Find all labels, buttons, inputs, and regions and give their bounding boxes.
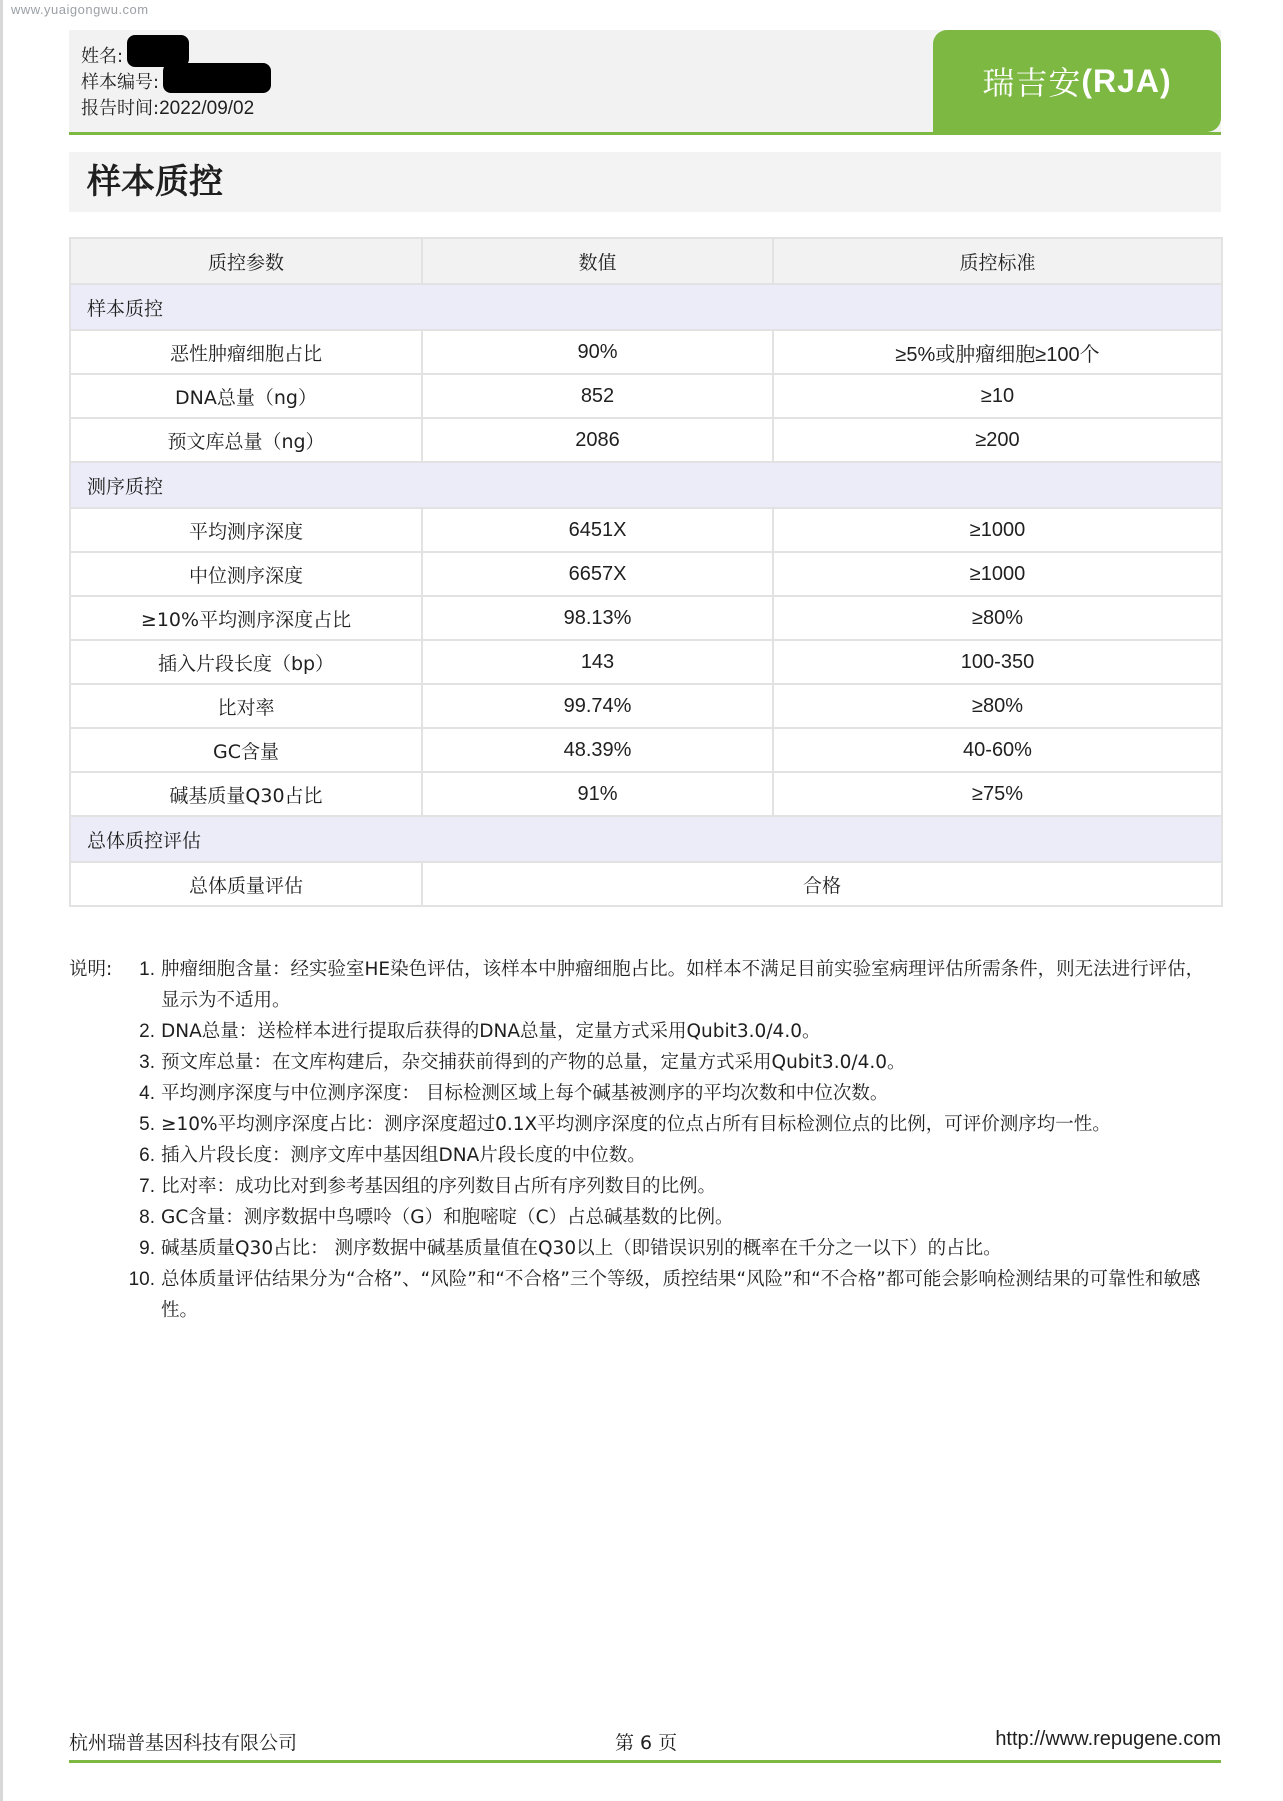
header-value: 数值 [422, 238, 773, 284]
page-footer [69, 1722, 1221, 1763]
param-cell: GC含量 [70, 728, 422, 772]
list-item: 1. 肿瘤细胞含量：经实验室HE染色评估，该样本中肿瘤细胞占比。如样本不满足目前实验室病理评估所需条件，则无法进行评估，显示为不适用。 [139, 959, 1205, 1011]
param-cell: 比对率 [70, 684, 422, 728]
list-item: 3. 预文库总量：在文库构建后，杂交捕获前得到的产物的总量，定量方式采用Qubit3.0/4.0。 [139, 1052, 906, 1073]
standard-cell: ≥200 [773, 418, 1222, 462]
standard-cell: 100-350 [773, 640, 1222, 684]
name-label: 姓名: [81, 46, 124, 67]
group-sequencing-qc: 测序质控 [70, 462, 1222, 508]
value-cell: 6451X [422, 508, 773, 552]
sample-id-label: 样本编号: [81, 72, 160, 93]
report-header [69, 30, 1221, 135]
value-cell: 6657X [422, 552, 773, 596]
standard-cell: ≥75% [773, 772, 1222, 816]
qc-table [69, 237, 1223, 907]
standard-cell: ≥1000 [773, 508, 1222, 552]
standard-cell: 40-60% [773, 728, 1222, 772]
param-cell: DNA总量（ng） [70, 374, 422, 418]
section-title: 样本质控 [69, 152, 1221, 212]
brand-logo [933, 30, 1221, 132]
param-cell: 中位测序深度 [70, 552, 422, 596]
table-row [70, 508, 1222, 552]
table-header-row [70, 238, 1222, 284]
group-overall-qc: 总体质控评估 [70, 816, 1222, 862]
table-row [70, 374, 1222, 418]
brand-cn: 瑞吉安 [982, 64, 1082, 102]
overall-result-cell: 合格 [422, 862, 1222, 906]
patient-info [81, 44, 271, 122]
list-item: 6. 插入片段长度：测序文库中基因组DNA片段长度的中位数。 [139, 1145, 646, 1166]
group-sample-qc: 样本质控 [70, 284, 1222, 330]
report-time-label: 报告时间: [81, 98, 160, 119]
list-item: 8. GC含量：测序数据中鸟嘌呤（G）和胞嘧啶（C）占总碱基数的比例。 [139, 1207, 734, 1228]
table-row [70, 728, 1222, 772]
table-row [70, 552, 1222, 596]
notes-list [69, 954, 1219, 1326]
value-cell: 90% [422, 330, 773, 374]
param-cell: 平均测序深度 [70, 508, 422, 552]
value-cell: 2086 [422, 418, 773, 462]
param-cell: 恶性肿瘤细胞占比 [70, 330, 422, 374]
list-item: 5. ≥10%平均测序深度占比：测序深度超过0.1X平均测序深度的位点占所有目标检测位点的比例，可评价测序均一性。 [139, 1114, 1111, 1135]
list-item: 9. 碱基质量Q30占比： 测序数据中碱基质量值在Q30以上（即错误识别的概率在千分之一以下）的占比。 [139, 1238, 1002, 1259]
standard-cell: ≥80% [773, 596, 1222, 640]
list-item: 4. 平均测序深度与中位测序深度： 目标检测区域上每个碱基被测序的平均次数和中位次数。 [139, 1083, 889, 1104]
list-item: 10. 总体质量评估结果分为“合格”、“风险”和“不合格”三个等级，质控结果“风险”和“不合格”都可能会影响检测结果的可靠性和敏感性。 [128, 1269, 1201, 1321]
table-row [70, 640, 1222, 684]
table-row [70, 418, 1222, 462]
value-cell: 852 [422, 374, 773, 418]
website-link[interactable]: http://www.repugene.com [995, 1728, 1221, 1750]
notes-section [69, 954, 1219, 1326]
page-number: 第 6 页 [615, 1732, 678, 1754]
notes-lead: 说明: [69, 959, 113, 980]
value-cell: 98.13% [422, 596, 773, 640]
list-item: 2. DNA总量：送检样本进行提取后获得的DNA总量，定量方式采用Qubit3.0/4.0。 [139, 1021, 821, 1042]
header-standard: 质控标准 [773, 238, 1222, 284]
param-cell: ≥10%平均测序深度占比 [70, 596, 422, 640]
param-cell: 插入片段长度（bp） [70, 640, 422, 684]
table-row [70, 684, 1222, 728]
param-cell: 总体质量评估 [70, 862, 422, 906]
param-cell: 碱基质量Q30占比 [70, 772, 422, 816]
standard-cell: ≥80% [773, 684, 1222, 728]
value-cell: 99.74% [422, 684, 773, 728]
watermark: www.yuaigongwu.com [11, 2, 149, 17]
table-row [70, 772, 1222, 816]
sample-row [81, 70, 271, 96]
standard-cell: ≥1000 [773, 552, 1222, 596]
value-cell: 91% [422, 772, 773, 816]
value-cell: 143 [422, 640, 773, 684]
report-time-value: 2022/09/02 [159, 98, 255, 119]
company-name: 杭州瑞普基因科技有限公司 [69, 1732, 298, 1754]
report-time-row [81, 96, 271, 122]
redaction-mark [163, 63, 271, 93]
header-param: 质控参数 [70, 238, 422, 284]
standard-cell: ≥5%或肿瘤细胞≥100个 [773, 330, 1222, 374]
value-cell: 48.39% [422, 728, 773, 772]
param-cell: 预文库总量（ng） [70, 418, 422, 462]
standard-cell: ≥10 [773, 374, 1222, 418]
table-row [70, 330, 1222, 374]
list-item: 7. 比对率：成功比对到参考基因组的序列数目占所有序列数目的比例。 [139, 1176, 717, 1197]
brand-en: (RJA) [1081, 62, 1172, 99]
table-row [70, 862, 1222, 906]
table-row [70, 596, 1222, 640]
